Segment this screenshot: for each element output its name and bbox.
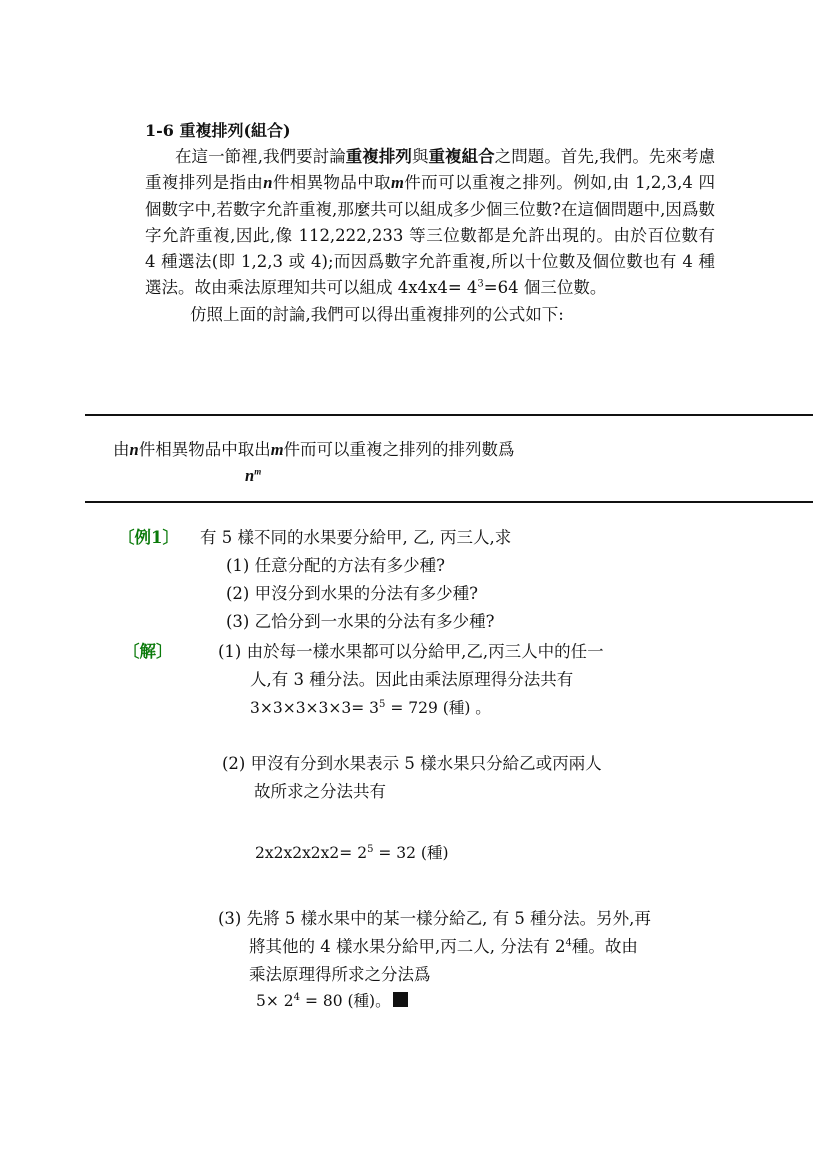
exponent: 5	[379, 698, 386, 710]
section-number: 1-6	[145, 121, 174, 140]
solution-3-line-1: (3) 先將 5 樣水果中的某一樣分給乙, 有 5 種分法。另外,再	[218, 909, 651, 928]
text-run: 在這一節裡,我們要討論	[175, 147, 346, 166]
text-run: 件而可以重複之排列。例如,由 1,2,3,4 四個數字中,若數字允許重複,那麼共可以組成多少個三位數?在這個問題中,因爲數字允許重複,因此,像 112,222,233 等三位數都是允許出現的。由於百位數有 4 種選法(即 1,2,3 或 4);而因爲數字允許重複,所以十位數及個位數也有 4 種選法。故由乘法原理知共可以組成 4x4x4= 4	[145, 173, 715, 298]
bottom-rule	[85, 501, 813, 503]
text-run: = 80 (種)。	[300, 992, 391, 1010]
exponent: 4	[293, 991, 301, 1003]
solution-3-line-2	[249, 933, 638, 957]
variable-m: m	[270, 440, 284, 459]
formula-exponent: m	[254, 466, 262, 477]
text-run: 之問題。首先,我們。先來考慮重複排列是指由	[145, 147, 716, 193]
text-run: 將其他的 4 樣水果分給甲,丙二人, 分法有 2	[249, 937, 566, 956]
variable-m: m	[391, 173, 404, 193]
variable-n: n	[263, 173, 273, 193]
formula-statement	[113, 436, 515, 460]
intro-text	[145, 144, 715, 328]
solution-3-equation	[256, 989, 408, 1011]
solution-2-line-2: 故所求之分法共有	[254, 782, 386, 801]
example-stem: 有 5 樣不同的水果要分給甲, 乙, 丙三人,求	[200, 528, 512, 547]
term-repeated-combination: 重複組合	[428, 147, 495, 166]
exponent: 4	[565, 937, 572, 949]
section-title	[145, 118, 291, 141]
example-question-2: (2) 甲沒分到水果的分法有多少種?	[226, 584, 478, 603]
exponent: 3	[477, 278, 484, 290]
intro-paragraph-2: 仿照上面的討論,我們可以得出重複排列的公式如下:	[190, 304, 564, 324]
text-run: 與	[411, 147, 429, 166]
solution-1-line-1: (1) 由於每一樣水果都可以分給甲,乙,丙三人中的任一	[218, 642, 604, 661]
solution-1-line-2: 人,有 3 種分法。因此由乘法原理得分法共有	[250, 670, 574, 689]
solution-2-equation	[255, 841, 449, 863]
section-title-text: 重複排列(組合)	[179, 121, 291, 140]
solution-2-line-1: (2) 甲沒有分到水果表示 5 樣水果只分給乙或丙兩人	[222, 754, 602, 773]
example-label: 〔例1〕	[118, 528, 179, 547]
text-run: 件相異物品中取	[272, 173, 392, 193]
text-run: 由	[113, 440, 130, 459]
solution-3-line-3: 乘法原理得所求之分法爲	[249, 965, 431, 984]
text-run: 件而可以重複之排列的排列數爲	[283, 440, 515, 459]
example-question-3: (3) 乙恰分到一水果的分法有多少種?	[226, 612, 495, 631]
variable-n: n	[129, 440, 139, 459]
text-run: 5× 2	[256, 992, 294, 1010]
text-run: 件相異物品中取出	[138, 440, 271, 459]
formula-base: n	[245, 466, 255, 485]
text-run: 2x2x2x2x2= 2	[255, 844, 368, 862]
intro-paragraph-1	[145, 144, 715, 302]
example-question-1: (1) 任意分配的方法有多少種?	[226, 556, 445, 575]
solution-1-equation	[250, 696, 491, 718]
text-run: 種。故由	[571, 937, 638, 956]
text-run: = 32 (種)	[373, 844, 449, 862]
text-run: = 729 (種) 。	[385, 699, 491, 717]
text-run: =64 個三位數。	[483, 278, 607, 298]
end-of-proof-square-icon	[393, 992, 408, 1007]
top-rule	[85, 414, 813, 416]
term-repeated-permutation: 重複排列	[345, 147, 412, 166]
formula-result	[245, 466, 261, 486]
solution-label: 〔解〕	[123, 642, 173, 661]
exponent: 5	[367, 843, 374, 855]
text-run: 3×3×3×3×3= 3	[250, 699, 380, 717]
